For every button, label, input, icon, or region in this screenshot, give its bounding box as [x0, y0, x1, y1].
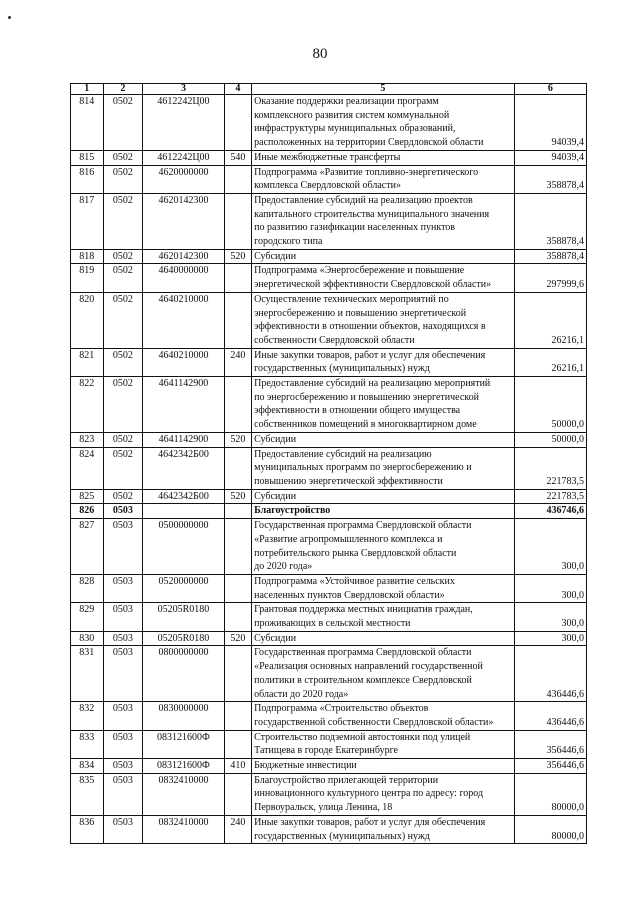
table-row: [71, 773, 587, 815]
item-name-line: государственных (муниципальных) нужд: [254, 363, 430, 375]
item-name-line: повышению энергетической эффективности: [254, 475, 443, 487]
expense-type-cell: 520: [224, 631, 251, 646]
item-name-line: Грантовая поддержка местных инициатив граждан,: [254, 604, 473, 616]
target-code-cell: 4620000000: [143, 165, 224, 193]
item-name-line: Бюджетные инвестиции: [254, 760, 357, 772]
table-row: [71, 95, 587, 151]
row-number-cell: 826: [71, 504, 104, 519]
section-code-cell: 0503: [103, 759, 143, 774]
item-name-line: комплекса Свердловской области»: [254, 180, 401, 192]
target-code-cell: 0832410000: [143, 815, 224, 843]
section-code-cell: 0502: [103, 249, 143, 264]
target-code-cell: 083121600Ф: [143, 759, 224, 774]
table-body: [71, 95, 587, 844]
target-code-cell: 4620142300: [143, 193, 224, 249]
amount-cell: 300,0: [514, 603, 586, 631]
item-name-cell: [252, 292, 515, 348]
item-name-line: расположенных на территории Свердловской области: [254, 137, 484, 149]
amount-cell: 356446,6: [514, 730, 586, 758]
item-name-cell: [252, 519, 515, 575]
item-name-line: Иные закупки товаров, работ и услуг для обеспечения: [254, 349, 486, 361]
expense-type-cell: 520: [224, 249, 251, 264]
item-name-line: «Развитие агропромышленного комплекса и: [254, 533, 443, 545]
section-code-cell: 0502: [103, 377, 143, 433]
target-code-cell: 4620142300: [143, 249, 224, 264]
item-name-line: «Реализация основных направлений государственной: [254, 661, 483, 673]
target-code-cell: 4641142900: [143, 432, 224, 447]
table-row: [71, 646, 587, 702]
section-code-cell: 0502: [103, 447, 143, 489]
target-code-cell: 4640210000: [143, 292, 224, 348]
row-number-cell: 821: [71, 348, 104, 376]
table-row: [71, 730, 587, 758]
table-row: [71, 193, 587, 249]
item-name-line: энергетической эффективности Свердловской области»: [254, 279, 492, 291]
expense-type-cell: [224, 292, 251, 348]
section-code-cell: 0503: [103, 574, 143, 602]
section-code-cell: 0503: [103, 603, 143, 631]
row-number-cell: 828: [71, 574, 104, 602]
table-row: [71, 815, 587, 843]
target-code-cell: 4612242Ц00: [143, 150, 224, 165]
item-name-cell: [252, 95, 515, 151]
column-header-6: 6: [514, 84, 586, 95]
row-number-cell: 816: [71, 165, 104, 193]
item-name-line: по энергосбережению и повышению энергетической: [254, 391, 479, 403]
item-name-cell: [252, 574, 515, 602]
expense-type-cell: [224, 264, 251, 292]
item-name-cell: [252, 631, 515, 646]
expense-type-cell: [224, 377, 251, 433]
table-row: [71, 348, 587, 376]
table-row: [71, 631, 587, 646]
section-code-cell: 0502: [103, 264, 143, 292]
row-number-cell: 834: [71, 759, 104, 774]
item-name-line: проживающих в сельской местности: [254, 618, 411, 630]
expense-type-cell: [224, 519, 251, 575]
item-name-line: Субсидии: [254, 250, 297, 262]
table-row: [71, 519, 587, 575]
item-name-cell: [252, 348, 515, 376]
section-code-cell: 0503: [103, 815, 143, 843]
section-code-cell: 0502: [103, 292, 143, 348]
section-code-cell: 0502: [103, 165, 143, 193]
item-name-line: городского типа: [254, 236, 323, 248]
scan-speck: [8, 16, 11, 19]
item-name-line: политики в строительном комплексе Свердловской: [254, 674, 472, 686]
table-row: [71, 759, 587, 774]
item-name-line: эффективности в отношении общего имущества: [254, 405, 461, 417]
section-code-cell: 0502: [103, 348, 143, 376]
header-row: [71, 84, 587, 95]
section-code-cell: 0502: [103, 150, 143, 165]
amount-cell: 94039,4: [514, 150, 586, 165]
item-name-line: государственной собственности Свердловской области»: [254, 716, 494, 728]
amount-cell: 80000,0: [514, 815, 586, 843]
amount-cell: 80000,0: [514, 773, 586, 815]
table-row: [71, 377, 587, 433]
expense-type-cell: 240: [224, 348, 251, 376]
item-name-cell: [252, 377, 515, 433]
item-name-line: Строительство подземной автостоянки под улицей: [254, 731, 471, 743]
item-name-line: Предоставление субсидий на реализацию: [254, 448, 432, 460]
item-name-line: до 2020 года»: [254, 561, 313, 573]
item-name-line: Татищева в городе Екатеринбурге: [254, 745, 398, 757]
row-number-cell: 817: [71, 193, 104, 249]
item-name-line: эффективности в отношении объектов, находящихся в: [254, 321, 486, 333]
expense-type-cell: [224, 730, 251, 758]
table-row: [71, 603, 587, 631]
column-header-4: 4: [224, 84, 251, 95]
table-row: [71, 150, 587, 165]
expense-type-cell: 540: [224, 150, 251, 165]
item-name-line: комплексного развития систем коммунальной: [254, 109, 450, 121]
row-number-cell: 815: [71, 150, 104, 165]
item-name-line: Иные закупки товаров, работ и услуг для обеспечения: [254, 816, 486, 828]
item-name-line: области до 2020 года»: [254, 688, 349, 700]
target-code-cell: 05205R0180: [143, 603, 224, 631]
amount-cell: 300,0: [514, 574, 586, 602]
item-name-line: Благоустройство прилегающей территории: [254, 774, 439, 786]
expense-type-cell: 520: [224, 489, 251, 504]
table-row: [71, 165, 587, 193]
section-code-cell: 0502: [103, 489, 143, 504]
section-code-cell: 0503: [103, 702, 143, 730]
amount-cell: 297999,6: [514, 264, 586, 292]
expense-type-cell: [224, 165, 251, 193]
item-name-line: Иные межбюджетные трансферты: [254, 151, 401, 163]
section-code-cell: 0503: [103, 773, 143, 815]
item-name-line: населенных пунктов Свердловской области»: [254, 589, 445, 601]
item-name-line: Субсидии: [254, 433, 297, 445]
target-code-cell: [143, 504, 224, 519]
item-name-line: инфраструктуры муниципальных образований,: [254, 123, 456, 135]
section-code-cell: 0502: [103, 95, 143, 151]
row-number-cell: 833: [71, 730, 104, 758]
row-number-cell: 831: [71, 646, 104, 702]
item-name-line: муниципальных программ по энергосбережению и: [254, 462, 472, 474]
row-number-cell: 836: [71, 815, 104, 843]
item-name-cell: [252, 264, 515, 292]
section-code-cell: 0503: [103, 504, 143, 519]
column-header-2: 2: [103, 84, 143, 95]
expense-type-cell: [224, 193, 251, 249]
item-name-cell: [252, 759, 515, 774]
expense-type-cell: [224, 773, 251, 815]
row-number-cell: 814: [71, 95, 104, 151]
item-name-cell: [252, 815, 515, 843]
target-code-cell: 4642342Б00: [143, 447, 224, 489]
item-name-line: государственных (муниципальных) нужд: [254, 830, 430, 842]
amount-cell: 436446,6: [514, 702, 586, 730]
section-code-cell: 0502: [103, 193, 143, 249]
section-code-cell: 0502: [103, 432, 143, 447]
item-name-line: Предоставление субсидий на реализацию проектов: [254, 194, 473, 206]
table-row: [71, 264, 587, 292]
target-code-cell: 4640000000: [143, 264, 224, 292]
item-name-line: инновационного культурного центра по адресу: город: [254, 788, 484, 800]
row-number-cell: 823: [71, 432, 104, 447]
item-name-line: Предоставление субсидий на реализацию мероприятий: [254, 378, 491, 390]
amount-cell: 26216,1: [514, 292, 586, 348]
item-name-line: Благоустройство: [254, 505, 331, 517]
amount-cell: 358878,4: [514, 249, 586, 264]
expense-type-cell: 410: [224, 759, 251, 774]
table-row: [71, 249, 587, 264]
item-name-cell: [252, 504, 515, 519]
table-row: [71, 447, 587, 489]
row-number-cell: 824: [71, 447, 104, 489]
item-name-cell: [252, 249, 515, 264]
amount-cell: 300,0: [514, 631, 586, 646]
item-name-cell: [252, 730, 515, 758]
item-name-cell: [252, 447, 515, 489]
table-row: [71, 489, 587, 504]
item-name-line: собственников помещений в многоквартирном доме: [254, 419, 477, 431]
row-number-cell: 829: [71, 603, 104, 631]
item-name-line: по развитию газификации населенных пунктов: [254, 222, 456, 234]
amount-cell: 436746,6: [514, 504, 586, 519]
item-name-line: энергосбережению и повышению энергетической: [254, 307, 467, 319]
amount-cell: 26216,1: [514, 348, 586, 376]
item-name-line: собственности Свердловской области: [254, 334, 415, 346]
row-number-cell: 827: [71, 519, 104, 575]
amount-cell: 221783,5: [514, 447, 586, 489]
item-name-line: Субсидии: [254, 490, 297, 502]
row-number-cell: 820: [71, 292, 104, 348]
table-row: [71, 702, 587, 730]
amount-cell: 94039,4: [514, 95, 586, 151]
item-name-cell: [252, 193, 515, 249]
table-row: [71, 292, 587, 348]
item-name-cell: [252, 603, 515, 631]
row-number-cell: 832: [71, 702, 104, 730]
amount-cell: 358878,4: [514, 193, 586, 249]
target-code-cell: 4641142900: [143, 377, 224, 433]
expense-type-cell: [224, 574, 251, 602]
item-name-line: Осуществление технических мероприятий по: [254, 293, 449, 305]
budget-table: [70, 83, 587, 844]
table-row: [71, 574, 587, 602]
amount-cell: 50000,0: [514, 377, 586, 433]
target-code-cell: 05205R0180: [143, 631, 224, 646]
target-code-cell: 083121600Ф: [143, 730, 224, 758]
item-name-line: потребительского рынка Свердловской области: [254, 547, 457, 559]
section-code-cell: 0503: [103, 519, 143, 575]
amount-cell: 50000,0: [514, 432, 586, 447]
page-number: 80: [312, 46, 328, 62]
amount-cell: 436446,6: [514, 646, 586, 702]
item-name-line: Первоуральск, улица Ленина, 18: [254, 802, 393, 814]
item-name-cell: [252, 702, 515, 730]
column-header-5: 5: [252, 84, 515, 95]
target-code-cell: 4640210000: [143, 348, 224, 376]
target-code-cell: 0500000000: [143, 519, 224, 575]
row-number-cell: 818: [71, 249, 104, 264]
item-name-cell: [252, 646, 515, 702]
item-name-cell: [252, 432, 515, 447]
target-code-cell: 0832410000: [143, 773, 224, 815]
item-name-line: Субсидии: [254, 632, 297, 644]
expense-type-cell: 240: [224, 815, 251, 843]
amount-cell: 358878,4: [514, 165, 586, 193]
target-code-cell: 4612242Ц00: [143, 95, 224, 151]
item-name-line: Подпрограмма «Устойчивое развитие сельских: [254, 575, 455, 587]
expense-type-cell: [224, 95, 251, 151]
expense-type-cell: [224, 702, 251, 730]
expense-type-cell: [224, 447, 251, 489]
item-name-cell: [252, 489, 515, 504]
target-code-cell: 0520000000: [143, 574, 224, 602]
item-name-line: Подпрограмма «Развитие топливно-энергетического: [254, 166, 479, 178]
row-number-cell: 819: [71, 264, 104, 292]
item-name-line: Государственная программа Свердловской области: [254, 520, 472, 532]
target-code-cell: 0800000000: [143, 646, 224, 702]
item-name-cell: [252, 165, 515, 193]
target-code-cell: 0830000000: [143, 702, 224, 730]
section-code-cell: 0503: [103, 631, 143, 646]
row-number-cell: 835: [71, 773, 104, 815]
expense-type-cell: [224, 504, 251, 519]
amount-cell: 300,0: [514, 519, 586, 575]
section-code-cell: 0503: [103, 646, 143, 702]
column-header-1: 1: [71, 84, 104, 95]
expense-type-cell: 520: [224, 432, 251, 447]
item-name-line: Государственная программа Свердловской области: [254, 647, 472, 659]
item-name-cell: [252, 773, 515, 815]
item-name-line: капитального строительства муниципального значения: [254, 208, 490, 220]
item-name-cell: [252, 150, 515, 165]
amount-cell: 356446,6: [514, 759, 586, 774]
table-row: [71, 432, 587, 447]
row-number-cell: 830: [71, 631, 104, 646]
section-code-cell: 0503: [103, 730, 143, 758]
row-number-cell: 822: [71, 377, 104, 433]
item-name-line: Подпрограмма «Энергосбережение и повышение: [254, 265, 465, 277]
column-header-3: 3: [143, 84, 224, 95]
expense-type-cell: [224, 603, 251, 631]
amount-cell: 221783,5: [514, 489, 586, 504]
item-name-line: Оказание поддержки реализации программ: [254, 96, 439, 107]
item-name-line: Подпрограмма «Строительство объектов: [254, 703, 429, 715]
target-code-cell: 4642342Б00: [143, 489, 224, 504]
table-row: [71, 504, 587, 519]
row-number-cell: 825: [71, 489, 104, 504]
expense-type-cell: [224, 646, 251, 702]
